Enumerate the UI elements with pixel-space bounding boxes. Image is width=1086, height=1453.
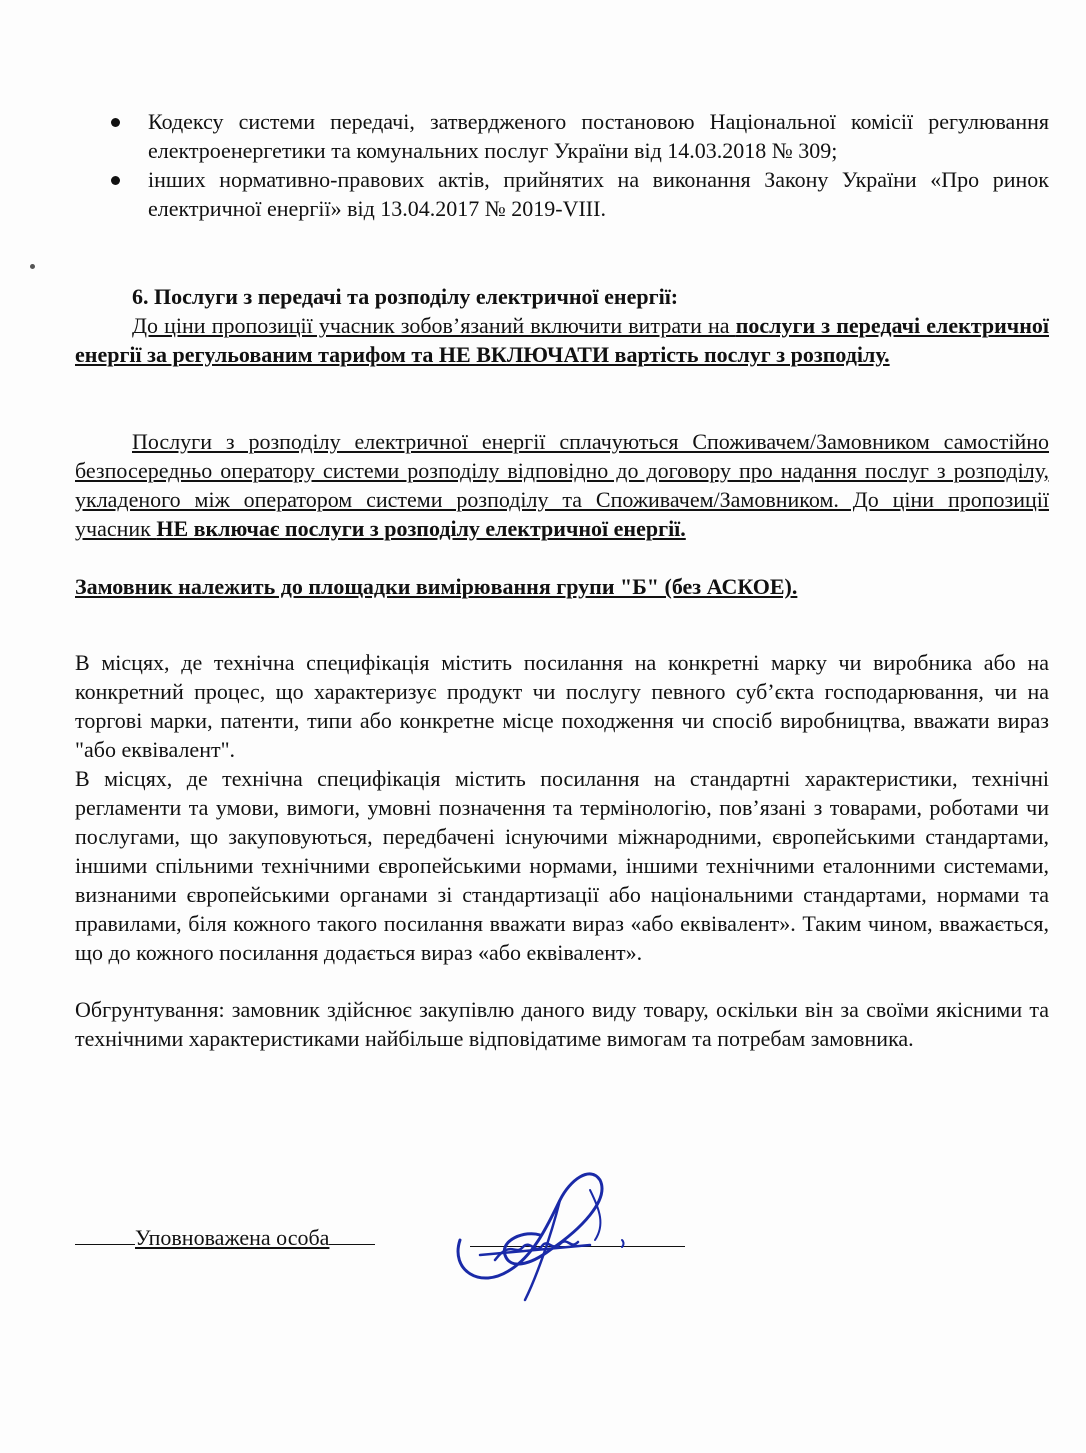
handwritten-signature-icon — [440, 1160, 640, 1310]
list-item-text: інших нормативно-правових актів, прийнятих на виконання Закону України «Про ринок електричної енергії» від 13.04.2017 № 2019-VIII. — [148, 167, 1049, 221]
justification-paragraph: Обгрунтування: замовник здійснює закупівлю даного виду товару, оскільки він за своїми якісними та технічними характеристиками найбільше відповідатиме вимогам та потребам замовника. — [75, 997, 1049, 1051]
transmission-text: До ціни пропозиції учасник зобов’язаний включити витрати на — [132, 313, 736, 338]
legal-acts-list — [106, 107, 1049, 223]
signature-line — [75, 1222, 375, 1252]
measurement-group-note: Замовник належить до площадки вимірювання групи "Б" (без АСКОЕ). — [75, 574, 798, 599]
authorized-person-label: Уповноважена особа — [135, 1225, 330, 1250]
bullet-icon — [111, 176, 120, 185]
bullet-icon — [111, 118, 120, 127]
distribution-emphasis: НЕ включає послуги з розподілу електричної енергії. — [156, 516, 686, 541]
list-item — [106, 107, 1049, 165]
section-6-heading: 6. Послуги з передачі та розподілу електричної енергії: — [132, 284, 679, 309]
list-item — [106, 165, 1049, 223]
section-6-transmission-paragraph — [75, 311, 1049, 369]
distribution-text: Послуги з розподілу електричної енергії сплачуються Споживачем/Замовником самостійно безпосередньо оператору системи розподілу відповідно до договору про надання послуг з розподілу, укладеного між оператором системи розподілу та Споживачем/Замовником. До ціни пропозиції учасник — [75, 429, 1049, 541]
list-item-text: Кодексу системи передачі, затвердженого постановою Національної комісії регулювання електроенергетики та комунальних послуг України від 14.03.2018 № 309; — [148, 109, 1049, 163]
equivalent-paragraph-1: В місцях, де технічна специфікація містить посилання на конкретні марку чи виробника або на конкретний процес, що характеризує продукт чи послугу певного суб’єкта господарювання, чи на торгові марки, патенти, типи або конкретне місце походження чи спосіб виробництва, вважати вираз "або еквівалент". — [75, 650, 1049, 762]
scan-speck — [30, 264, 35, 269]
equivalent-paragraph-2: В місцях, де технічна специфікація містить посилання на стандартні характеристики, технічні регламенти та умови, вимоги, умовні позначення та термінологію, пов’язані з товарами, роботами чи послугами, що закуповуються, передбачені існуючими міжнародними, європейськими стандартами, іншими спільними технічними європейськими нормами, іншими технічними еталонними системами, визнаними європейськими органами зі стандартизації або національними стандартами, нормами та правилами, біля кожного такого посилання вважати вираз «або еквівалент». Таким чином, вважається, що до кожного посилання додається вираз «або еквівалент». — [75, 766, 1049, 965]
transmission-emphasis: послуги з передачі електричної енергії за регульованим тарифом та НЕ ВКЛЮЧАТИ вартість послуг з розподілу. — [75, 313, 1049, 367]
signature-underline-left — [75, 1222, 135, 1245]
section-6-distribution-paragraph — [75, 427, 1049, 543]
signature-underline-right — [329, 1222, 375, 1245]
